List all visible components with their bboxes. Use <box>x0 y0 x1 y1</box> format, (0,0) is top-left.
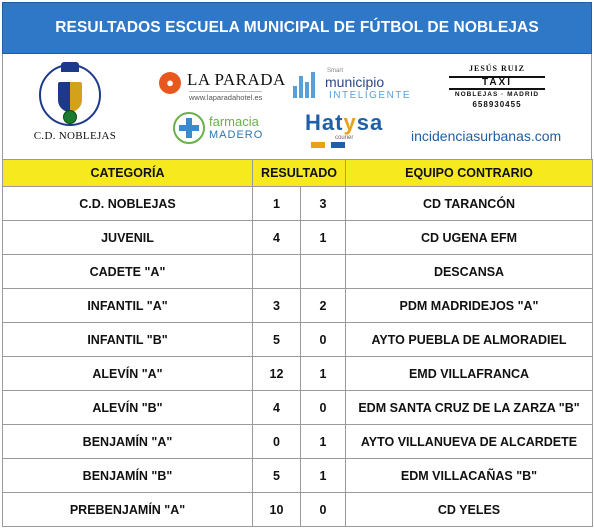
cell-category: ALEVÍN "B" <box>3 391 253 425</box>
cell-home-score <box>253 255 301 289</box>
municipio-sub: INTELIGENTE <box>329 90 412 101</box>
cell-away-score: 1 <box>301 459 346 493</box>
cell-opponent: AYTO VILLANUEVA DE ALCARDETE <box>346 425 593 459</box>
cell-away-score: 0 <box>301 323 346 357</box>
taxi-logo <box>445 64 549 112</box>
cell-category: CADETE "A" <box>3 255 253 289</box>
hatysa-name-b: y <box>343 110 357 135</box>
cell-opponent: CD UGENA EFM <box>346 221 593 255</box>
results-table <box>2 159 593 527</box>
la-parada-name: LA PARADA <box>187 70 286 89</box>
la-parada-url: www.laparadahotel.es <box>189 93 263 102</box>
cell-home-score: 4 <box>253 391 301 425</box>
table-row <box>3 289 593 323</box>
table-row <box>3 323 593 357</box>
club-crest-logo <box>25 62 125 154</box>
municipio-inteligente-logo <box>293 68 412 104</box>
pharmacy-cross-icon <box>173 112 205 144</box>
hatysa-name <box>305 110 383 136</box>
taxi-label: TAXI <box>449 76 545 90</box>
hatysa-sub: courier <box>335 135 354 141</box>
cell-home-score: 4 <box>253 221 301 255</box>
cell-away-score: 3 <box>301 187 346 221</box>
taxi-owner: JESÚS RUIZ <box>468 64 525 73</box>
page-title: RESULTADOS ESCUELA MUNICIPAL DE FÚTBOL DE NOBLEJAS <box>55 19 539 36</box>
cell-category: INFANTIL "A" <box>3 289 253 323</box>
farmacia-madero-logo <box>173 112 273 148</box>
hatysa-logo <box>305 110 395 150</box>
header-opponent: EQUIPO CONTRARIO <box>346 160 593 187</box>
hatysa-name-c: sa <box>356 110 384 135</box>
taxi-phone: 658930455 <box>472 100 522 109</box>
cell-away-score: 1 <box>301 425 346 459</box>
cell-home-score: 5 <box>253 323 301 357</box>
cell-opponent: PDM MADRIDEJOS "A" <box>346 289 593 323</box>
sponsor-logos <box>2 54 592 159</box>
cell-opponent: CD TARANCÓN <box>346 187 593 221</box>
skyline-icon <box>293 72 319 98</box>
table-row <box>3 493 593 527</box>
table-row <box>3 459 593 493</box>
cell-opponent: AYTO PUEBLA DE ALMORADIEL <box>346 323 593 357</box>
table-row <box>3 425 593 459</box>
farmacia-name: MADERO <box>209 129 264 141</box>
la-parada-logo <box>159 70 284 104</box>
cell-home-score: 1 <box>253 187 301 221</box>
municipio-word: municipio <box>325 74 385 90</box>
cell-opponent: CD YELES <box>346 493 593 527</box>
incidencias-urbanas-logo: incidenciasurbanas.com <box>411 128 562 144</box>
hatysa-name-a: Hat <box>305 110 344 135</box>
cell-category: C.D. NOBLEJAS <box>3 187 253 221</box>
table-row <box>3 357 593 391</box>
club-name: C.D. NOBLEJAS <box>33 130 117 142</box>
table-row <box>3 221 593 255</box>
hatysa-tag-icon <box>311 142 325 148</box>
cell-away-score <box>301 255 346 289</box>
cell-category: BENJAMÍN "B" <box>3 459 253 493</box>
taxi-place: NOBLEJAS · MADRID <box>454 91 540 98</box>
title-bar <box>2 2 592 54</box>
cell-category: INFANTIL "B" <box>3 323 253 357</box>
cell-home-score: 10 <box>253 493 301 527</box>
farmacia-word: farmacia <box>209 114 259 129</box>
shield-icon <box>58 82 82 112</box>
cell-category: PREBENJAMÍN "A" <box>3 493 253 527</box>
cell-home-score: 0 <box>253 425 301 459</box>
cell-away-score: 0 <box>301 391 346 425</box>
results-sheet <box>2 2 592 529</box>
table-row <box>3 255 593 289</box>
header-result: RESULTADO <box>253 160 346 187</box>
cell-category: BENJAMÍN "A" <box>3 425 253 459</box>
crown-icon <box>61 62 79 72</box>
cell-home-score: 3 <box>253 289 301 323</box>
cell-away-score: 0 <box>301 493 346 527</box>
table-row <box>3 187 593 221</box>
header-category: CATEGORÍA <box>3 160 253 187</box>
cell-away-score: 1 <box>301 221 346 255</box>
cell-away-score: 2 <box>301 289 346 323</box>
table-row <box>3 391 593 425</box>
cell-opponent: EDM SANTA CRUZ DE LA ZARZA "B" <box>346 391 593 425</box>
football-icon <box>63 110 77 124</box>
cell-opponent: DESCANSA <box>346 255 593 289</box>
pin-icon: ● <box>159 72 181 94</box>
cell-home-score: 12 <box>253 357 301 391</box>
cell-home-score: 5 <box>253 459 301 493</box>
cell-opponent: EMD VILLAFRANCA <box>346 357 593 391</box>
table-header-row <box>3 160 593 187</box>
cell-category: ALEVÍN "A" <box>3 357 253 391</box>
municipio-small-text: Smart <box>327 68 344 74</box>
cell-away-score: 1 <box>301 357 346 391</box>
hatysa-tag-icon-2 <box>331 142 345 148</box>
cell-opponent: EDM VILLACAÑAS "B" <box>346 459 593 493</box>
cell-category: JUVENIL <box>3 221 253 255</box>
